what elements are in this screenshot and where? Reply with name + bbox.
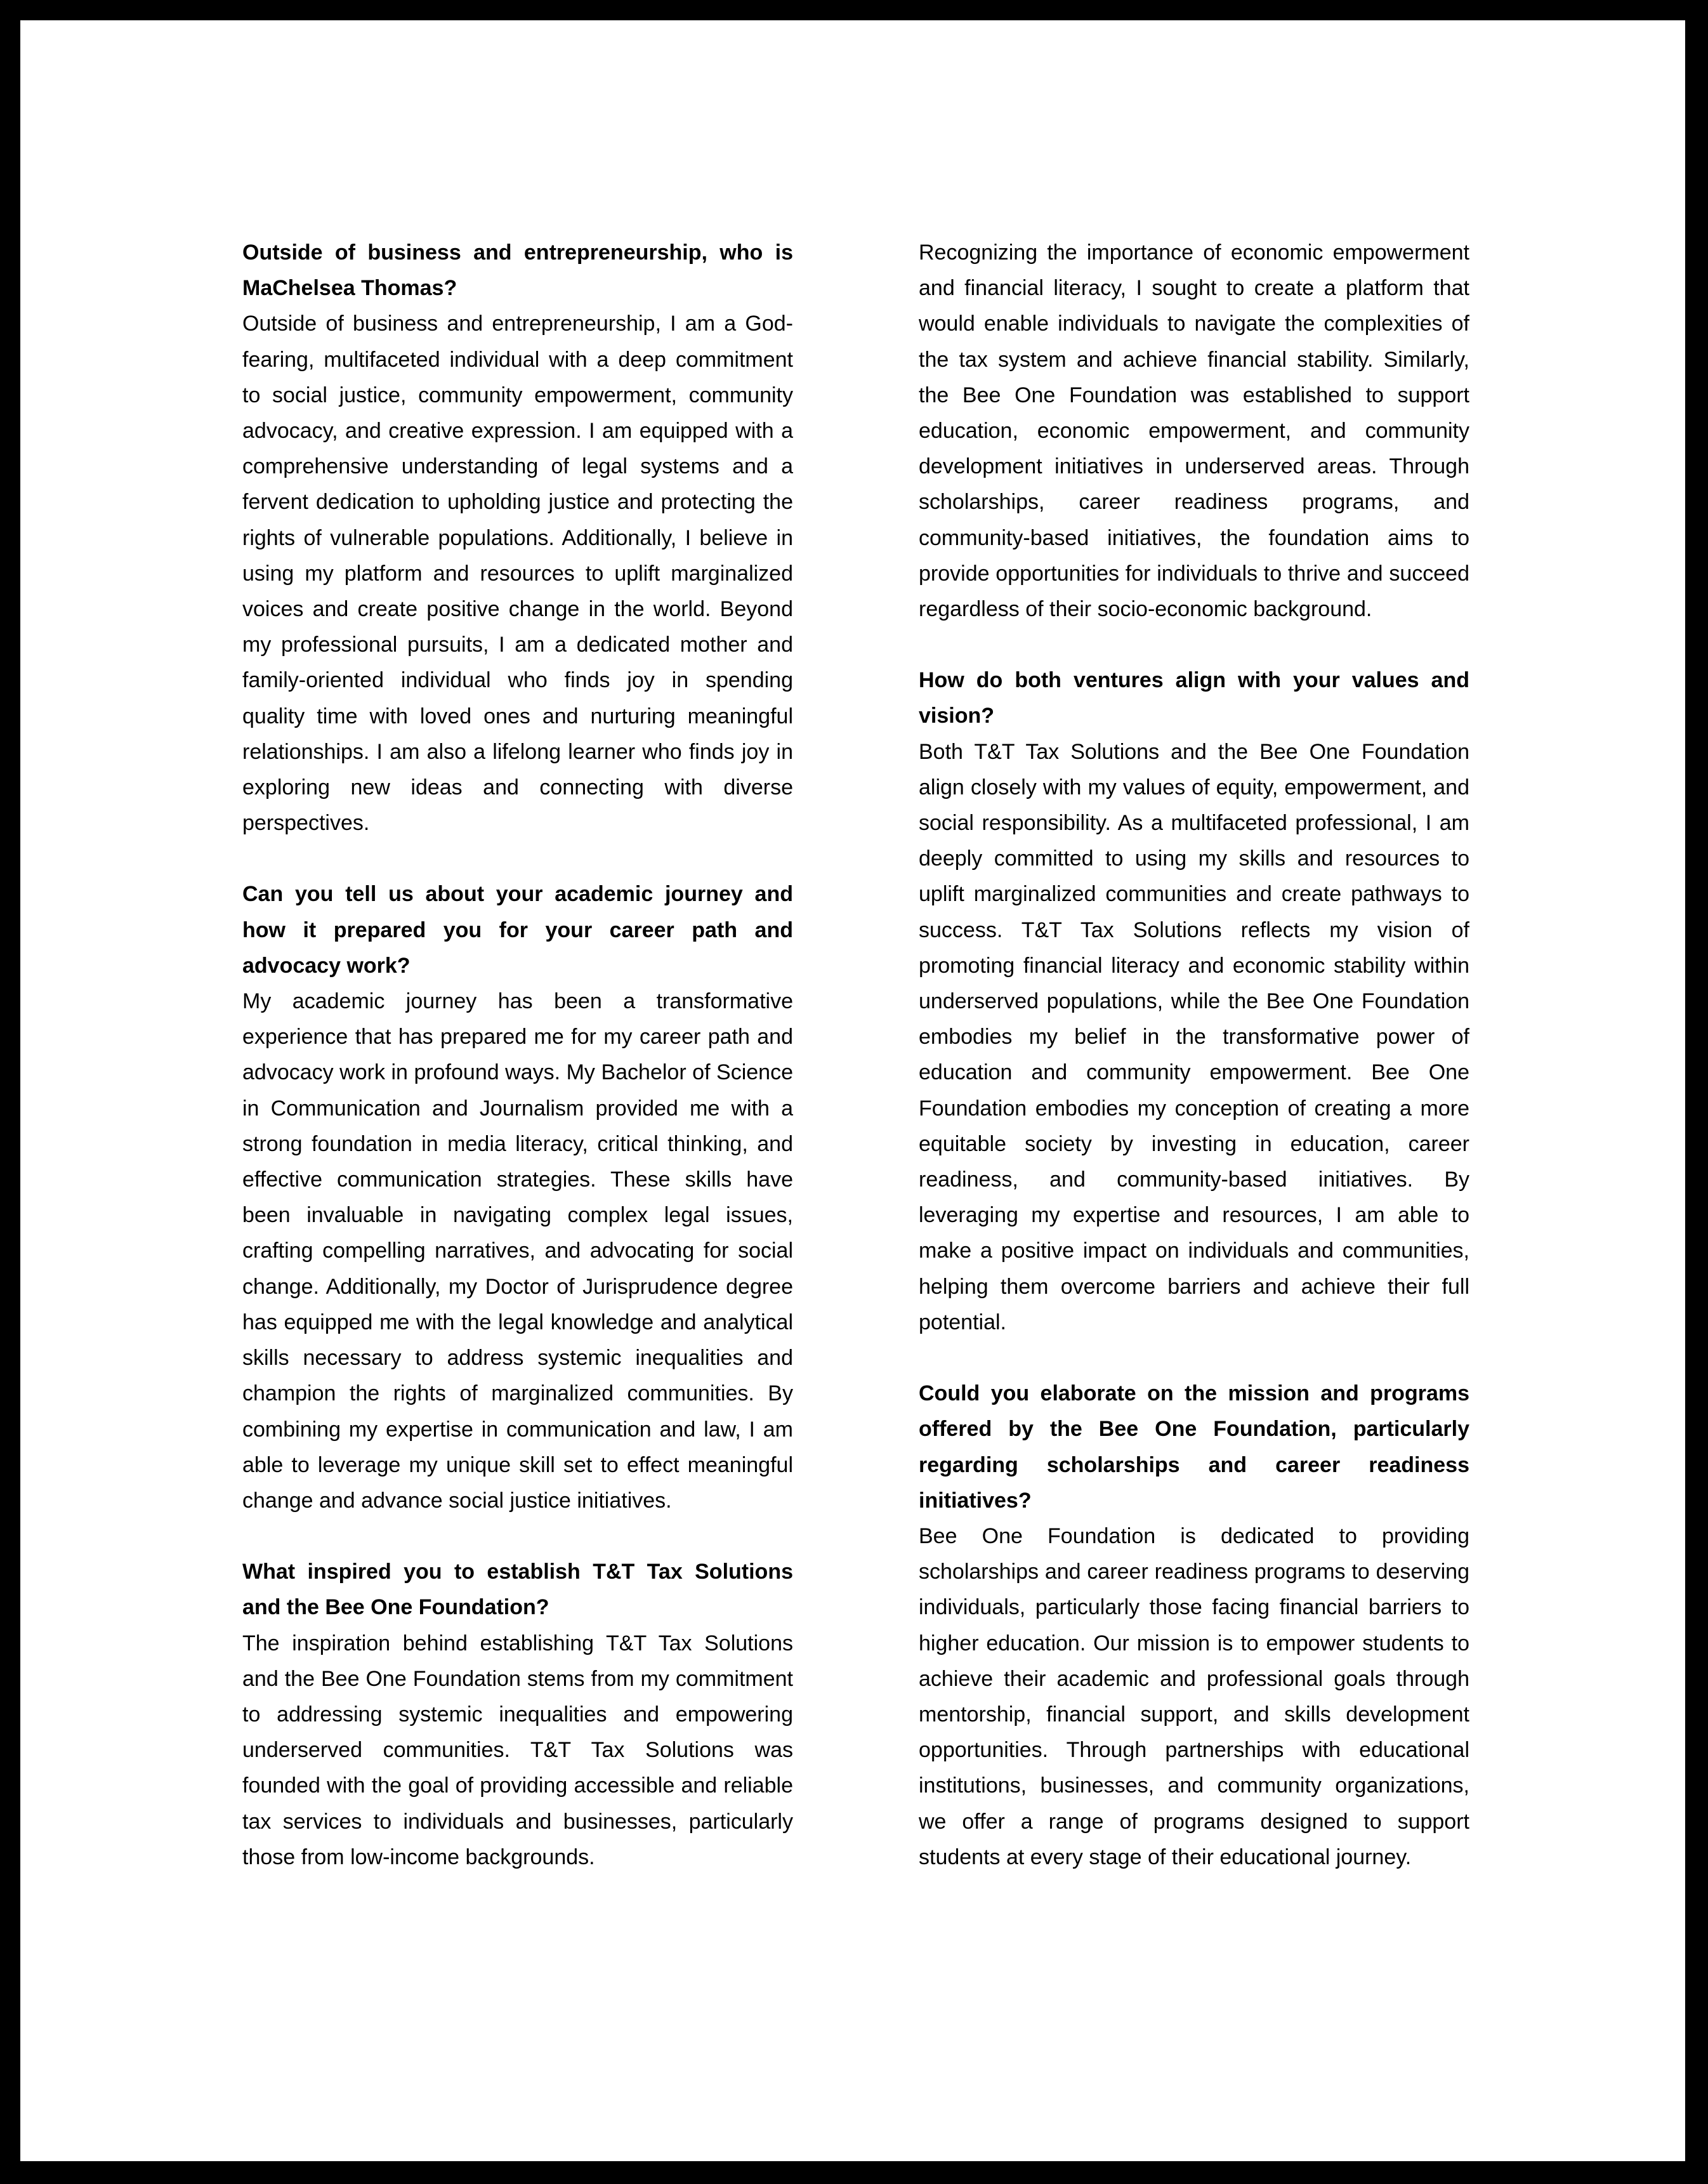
section-question: Can you tell us about your academic journey and how it prepared you for your career path and advocacy work?	[242, 882, 793, 978]
section-answer: Outside of business and entrepreneurship, I am a God-fearing, multifaceted individual with a deep commitment to social justice, community empowerment, community advocacy, and creative expression. I am equipped with a comprehensive understanding of legal systems and a fervent dedication to upholding justice and protecting the rights of vulnerable populations. Additionally, I believe in using my platform and resources to uplift marginalized voices and create positive change in the world. Beyond my professional pursuits, I am a dedicated mother and family-oriented individual who finds joy in spending quality time with loved ones and nurturing meaningful relationships. I am also a lifelong learner who finds joy in exploring new ideas and connecting with diverse perspectives.	[242, 312, 793, 836]
qa-section-inspiration	[242, 1554, 793, 1875]
left-column	[242, 235, 793, 1911]
section-answer: My academic journey has been a transformative experience that has prepared me for my career path and advocacy work in profound ways. My Bachelor of Science in Communication and Journalism provided me with a strong foundation in media literacy, critical thinking, and effective communication strategies. These skills have been invaluable in navigating complex legal issues, crafting compelling narratives, and advocating for social change. Additionally, my Doctor of Jurisprudence degree has equipped me with the legal knowledge and analytical skills necessary to address systemic inequalities and champion the rights of marginalized communities. By combining my expertise in communication and law, I am able to leverage my unique skill set to effect meaningful change and advance social justice initiatives.	[242, 989, 793, 1513]
section-answer: Bee One Foundation is dedicated to providing scholarships and career readiness programs to deserving individuals, particularly those facing financial barriers to higher education. Our mission is to empower students to achieve their academic and professional goals through mentorship, financial support, and skills development opportunities. Through partnerships with educational institutions, businesses, and community organizations, we offer a range of programs designed to support students at every stage of their educational journey.	[919, 1523, 1469, 1869]
section-answer: The inspiration behind establishing T&T Tax Solutions and the Bee One Foundation stems from my commitment to addressing systemic inequalities and empowering underserved communities. T&T Tax Solutions was founded with the goal of providing accessible and reliable tax services to individuals and businesses, particularly those from low-income backgrounds.	[242, 1631, 793, 1869]
section-question: What inspired you to establish T&T Tax Solutions and the Bee One Foundation?	[242, 1560, 793, 1620]
section-answer: Both T&T Tax Solutions and the Bee One Foundation align closely with my values of equity, empowerment, and social responsibility. As a multifaceted professional, I am deeply committed to using my skills and resources to uplift marginalized communities and create pathways to success. T&T Tax Solutions reflects my vision of promoting financial literacy and economic stability within underserved populations, while the Bee One Foundation embodies my belief in the transformative power of education and community empowerment. Bee One Foundation embodies my conception of creating a more equitable society by investing in education, career readiness, and community-based initiatives. By leveraging my expertise and resources, I am able to make a positive impact on individuals and communities, helping them overcome barriers and achieve their full potential.	[919, 739, 1469, 1334]
qa-section-who-is-machelsea	[242, 235, 793, 841]
section-question: Could you elaborate on the mission and programs offered by the Bee One Foundation, particularly regarding scholarships and career readiness initiatives?	[919, 1381, 1469, 1513]
qa-section-academic-journey	[242, 876, 793, 1518]
qa-section-foundation-mission	[919, 1376, 1469, 1875]
section-answer-continuation: Recognizing the importance of economic empowerment and financial literacy, I sought to create a platform that would enable individuals to navigate the complexities of the tax system and achieve financial stability. Similarly, the Bee One Foundation was established to support education, economic empowerment, and community development initiatives in underserved areas. Through scholarships, career readiness programs, and community-based initiatives, the foundation aims to provide opportunities for individuals to thrive and succeed regardless of their socio-economic background.	[919, 240, 1469, 622]
qa-section-inspiration-continued	[919, 235, 1469, 627]
qa-section-values-vision	[919, 662, 1469, 1340]
section-question: Outside of business and entrepreneurship, who is MaChelsea Thomas?	[242, 240, 793, 301]
document-page	[20, 20, 1685, 2161]
right-column	[919, 235, 1469, 1911]
section-question: How do both ventures align with your values and vision?	[919, 668, 1469, 728]
